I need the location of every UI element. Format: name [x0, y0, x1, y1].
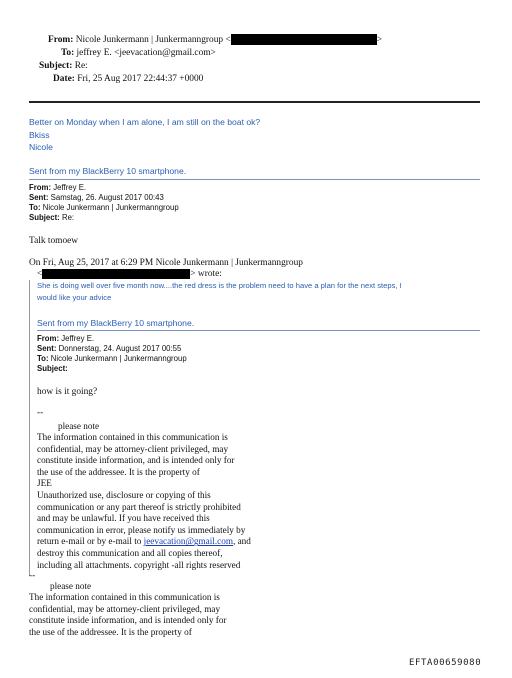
header-to-label: To: — [61, 48, 75, 58]
reply2-signature: Sent from my BlackBerry 10 smartphone. — [37, 318, 195, 328]
how-line: how is it going? — [37, 387, 98, 397]
notice1-please-note: please note — [58, 421, 100, 431]
notice1-line: including all attachments. copyright -all rights reserved — [37, 559, 241, 570]
header-from — [48, 34, 382, 47]
quote1-from-value: Jeffrey E. — [53, 183, 87, 192]
quote2-to-label: To: — [37, 354, 49, 363]
quote1-header — [29, 183, 179, 223]
quote1-from-label: From: — [29, 183, 52, 192]
header-to — [61, 47, 216, 60]
header-from-label: From: — [48, 35, 74, 45]
quote2-sent-label: Sent: — [37, 344, 57, 353]
talk-line: Talk tomoew — [29, 236, 79, 246]
notice1-line: communication in error, please notify us immediately by — [37, 524, 246, 535]
notice1-line: JEE — [37, 478, 52, 489]
notice1-line: confidential, may be attorney-client privileged, may — [37, 443, 229, 454]
notice2-body — [29, 592, 227, 638]
dashes-1: -- — [37, 408, 44, 418]
notice1-line: communication or any part thereof is strictly prohibited — [37, 501, 241, 512]
quote2-header — [37, 334, 187, 374]
reply1-line2: Bkiss — [29, 130, 50, 140]
reply1-line1: Better on Monday when I am alone, I am still on the boat ok? — [29, 117, 261, 127]
reply1-line3: Nicole — [29, 142, 53, 152]
header-subject — [39, 60, 88, 73]
header-date — [53, 73, 203, 86]
notice2-line: the use of the addressee. It is the property of — [29, 626, 192, 637]
notice1-line: and may be unlawful. If you have received this — [37, 513, 210, 524]
wrote-open: < — [37, 269, 43, 280]
notice2-line: The information contained in this communication is — [29, 592, 220, 602]
reply2-line1: She is doing well over five month now....the red dress is the problem need to have a plan for the next steps, I — [37, 281, 402, 290]
quote2-sent-value: Donnerstag, 24. August 2017 00:55 — [58, 344, 182, 353]
quote2-from-value: Jeffrey E. — [61, 334, 95, 343]
quote2-to-value: Nicole Junkermann | Junkermanngroup — [50, 354, 187, 363]
quote1-subject-value: Re: — [61, 213, 75, 222]
header-from-close: > — [376, 35, 383, 45]
quote2-subject-label: Subject: — [37, 364, 68, 373]
notice1-return-suffix: , and — [232, 536, 251, 547]
footer-document-id: EFTA00659080 — [409, 658, 482, 668]
quote1-sent-label: Sent: — [29, 193, 49, 202]
header-date-value: Fri, 25 Aug 2017 22:44:37 +0000 — [77, 74, 204, 84]
notice2-please-note: please note — [50, 581, 92, 591]
quote2-divider — [37, 330, 480, 331]
header-from-value: Nicole Junkermann | Junkermanngroup < — [75, 35, 231, 45]
header-subject-value: Re: — [74, 61, 88, 71]
reply1-signature: Sent from my BlackBerry 10 smartphone. — [29, 166, 187, 176]
email-link[interactable]: jeevacation@gmail.com — [143, 536, 233, 547]
redaction-bar — [42, 269, 190, 279]
notice1-line: the use of the addressee. It is the property of — [37, 466, 200, 477]
quote1-subject-label: Subject: — [29, 213, 60, 222]
header-to-value: jeffrey E. <jeevacation@gmail.com> — [76, 48, 216, 58]
quote1-sent-value: Samstag, 26. August 2017 00:43 — [50, 193, 164, 202]
wrote-suffix: > wrote: — [190, 269, 222, 280]
redaction-bar — [231, 34, 377, 45]
quote-bar — [29, 280, 30, 576]
quote1-to-label: To: — [29, 203, 41, 212]
notice1-line: constitute inside information, and is intended only for — [37, 455, 235, 466]
on-line: On Fri, Aug 25, 2017 at 6:29 PM Nicole Junkermann | Junkermanngroup — [29, 258, 303, 268]
dashes-2: -- — [29, 571, 36, 581]
notice2-line: constitute inside information, and is intended only for — [29, 615, 227, 626]
quote2-from-label: From: — [37, 334, 60, 343]
notice1-body — [37, 432, 251, 571]
notice2-line: confidential, may be attorney-client privileged, may — [29, 603, 221, 614]
notice1-line: The information contained in this communication is — [37, 432, 228, 442]
quote1-divider — [29, 179, 480, 180]
reply2-line2: would like your advice — [37, 293, 112, 302]
notice1-line: Unauthorized use, disclosure or copying of this — [37, 489, 211, 500]
notice1-return-line — [37, 536, 251, 548]
header-date-label: Date: — [53, 74, 75, 84]
notice1-line: destroy this communication and all copies thereof, — [37, 547, 223, 558]
wrote-line — [37, 269, 222, 279]
header-divider — [29, 101, 480, 103]
quote1-to-value: Nicole Junkermann | Junkermanngroup — [42, 203, 179, 212]
header-subject-label: Subject: — [39, 61, 73, 71]
notice1-return-prefix: return e-mail or by e-mail to — [37, 536, 144, 547]
